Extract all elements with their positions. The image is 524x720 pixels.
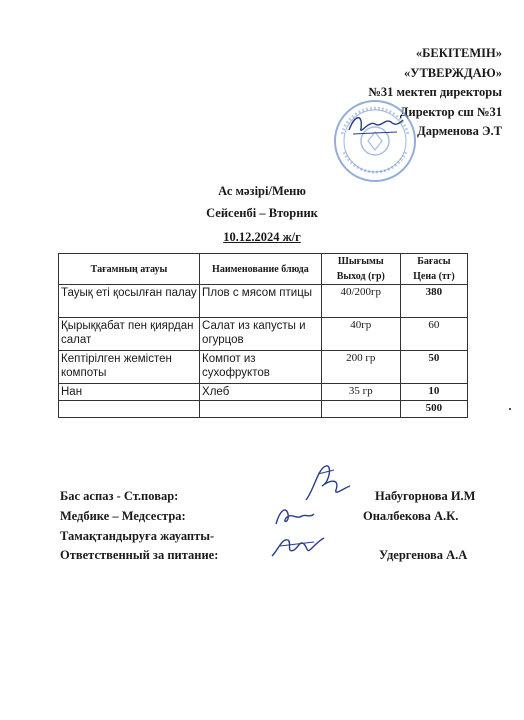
table-total-row xyxy=(59,401,468,418)
cell-kz-name: Нан xyxy=(59,384,200,401)
menu-table xyxy=(58,253,468,418)
menu-date: 10.12.2024 ж/г xyxy=(223,230,301,244)
header-price-ru: Цена (тг) xyxy=(413,271,455,282)
cell-empty xyxy=(59,401,200,418)
nurse-name: Оналбекова А.К. xyxy=(363,509,459,523)
director-signature xyxy=(345,110,405,140)
responsible-name: Удергенова А.А xyxy=(379,548,468,562)
responsible-signature xyxy=(268,530,328,562)
cell-price: 10 xyxy=(400,384,467,401)
header-price-kz: Бағасы xyxy=(417,256,451,267)
cell-kz-name: Кептірілген жемістен компоты xyxy=(59,351,200,384)
table-row xyxy=(59,285,468,318)
approval-line-kz: «БЕКІТЕМІН» xyxy=(415,46,502,60)
header-output-kz: Шығымы xyxy=(337,256,384,267)
cell-output: 35 гр xyxy=(321,384,400,401)
cell-ru-name: Хлеб xyxy=(200,384,322,401)
table-header-row xyxy=(59,254,468,285)
approval-school: №31 мектеп директоры xyxy=(368,85,502,99)
approval-director-name: Дарменова Э.Т xyxy=(417,124,502,138)
table-row xyxy=(59,384,468,401)
cell-price: 50 xyxy=(400,351,467,384)
table-row xyxy=(59,351,468,384)
header-ru-name: Наименование блюда xyxy=(200,254,322,285)
nurse-signature xyxy=(272,500,317,530)
cell-output: 200 гр xyxy=(321,351,400,384)
cell-ru-name: Салат из капусты и огурцов xyxy=(200,318,322,351)
approval-director: Директор сш №31 xyxy=(399,104,502,119)
cell-total: 500 xyxy=(400,401,467,418)
cell-output: 40/200гр xyxy=(321,285,400,318)
cook-name: Набугорнова И.М xyxy=(375,489,476,503)
scan-dot xyxy=(509,408,511,410)
cook-signature xyxy=(300,460,355,505)
cell-ru-name: Компот из сухофруктов xyxy=(200,351,322,384)
cell-ru-name: Плов с мясом птицы xyxy=(200,285,322,318)
cell-price: 380 xyxy=(400,285,467,318)
responsible-label-ru: Ответственный за питание: xyxy=(60,548,219,562)
responsible-label-kz: Тамақтандыруға жауапты- xyxy=(60,529,215,543)
header-output-ru: Выход (гр) xyxy=(336,271,385,282)
table-row xyxy=(59,318,468,351)
nurse-label: Медбике – Медсестра: xyxy=(60,509,186,523)
cook-label: Бас аспаз - Ст.повар: xyxy=(60,489,179,503)
cell-price: 60 xyxy=(400,318,467,351)
cell-output: 40гр xyxy=(321,318,400,351)
menu-day: Сейсенбі – Вторник xyxy=(206,206,318,220)
cell-kz-name: Тауық еті қосылған палау xyxy=(59,285,200,318)
cell-empty xyxy=(321,401,400,418)
header-kz-name: Тағамның атауы xyxy=(59,254,200,285)
approval-line-ru: «УТВЕРЖДАЮ» xyxy=(404,65,502,80)
menu-title: Ас мәзірі/Меню xyxy=(218,184,306,198)
cell-empty xyxy=(200,401,322,418)
cell-kz-name: Қырыққабат пен қиярдан салат xyxy=(59,318,200,351)
header-price xyxy=(400,254,467,285)
header-output xyxy=(321,254,400,285)
